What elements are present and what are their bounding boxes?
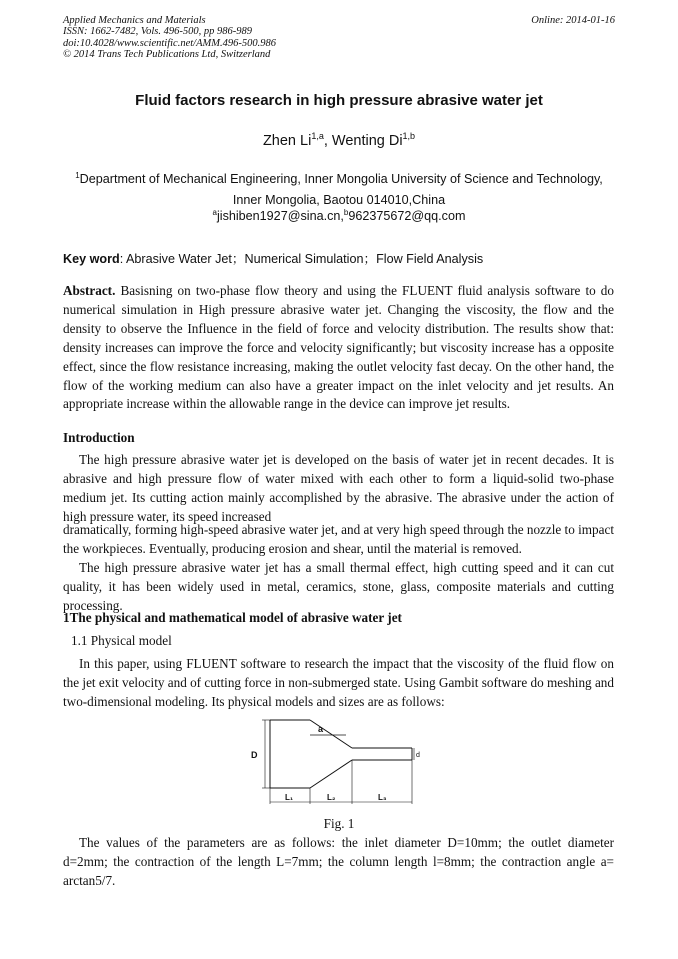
label-a: a	[318, 724, 324, 734]
affiliation-line-1: $^1$Department of Mechanical Engineering, Inner Mongolia University of Science and Technology,	[75, 171, 603, 187]
paper-title: Fluid factors research in high pressure abrasive water jet	[135, 92, 543, 109]
keywords	[63, 248, 483, 267]
header-doi: doi:10.4028/www.scientific.net/AMM.496-500.986	[63, 37, 276, 49]
contraction-top-edge	[310, 720, 352, 748]
abstract	[63, 282, 614, 414]
introduction-paragraph-1: The high pressure abrasive water jet is developed on the basis of water jet in recent decades. It is abrasive and high pressure flow of water mixed with each other to form a liquid-solid two-phase medium jet. Its cutting action mainly accomplished by the abrasive. The abrasive under the action of high pressure water, its speed increased	[63, 452, 614, 524]
email-a: jishiben1927@sina.cn,	[216, 209, 344, 224]
keywords-label: Key word	[63, 252, 120, 266]
email-a-sup: a	[212, 208, 217, 217]
contraction-bottom-edge	[310, 760, 352, 788]
author-2: Wenting Di	[331, 132, 403, 149]
header-online-date: Online: 2014-01-16	[531, 15, 615, 26]
figure-caption: Fig. 1	[323, 816, 355, 831]
author-separator: ,	[323, 132, 332, 149]
introduction-paragraph-2: The high pressure abrasive water jet has a small thermal effect, high cutting speed and it can cut quality, it has been widely used in metal, ceramics, stone, glass, composite materials and cutting processing.	[63, 560, 614, 613]
email-b-sup: b	[343, 208, 349, 217]
label-L1: L₁	[285, 793, 294, 802]
label-L2: L₂	[327, 793, 336, 802]
nozzle-diagram	[248, 718, 428, 810]
authors	[0, 131, 678, 149]
parameters-paragraph: The values of the parameters are as follows: the inlet diameter D=10mm; the outlet diameter d=2mm; the contraction of the length L=7mm; the column length l=8mm; the contraction angle a= arctan5/7.	[63, 835, 614, 888]
affiliation	[63, 165, 615, 211]
label-D: D	[251, 750, 258, 760]
label-d: d	[416, 752, 420, 759]
keywords-text: : Abrasive Water Jet；Numerical Simulation；Flow Field Analysis	[119, 252, 484, 266]
header-citation	[63, 15, 276, 61]
affiliation-sup: 1	[75, 171, 80, 180]
introduction-heading: Introduction	[63, 430, 135, 445]
author-1: Zhen Li	[262, 132, 312, 149]
header-issn: ISSN: 1662-7482, Vols. 496-500, pp 986-989	[63, 26, 252, 38]
header-journal: Applied Mechanics and Materials	[63, 15, 206, 26]
introduction-paragraph-1-continued: dramatically, forming high-speed abrasive water jet, and at very high speed through the nozzle to impact the workpieces. Eventually, producing erosion and shear, until the material is removed.	[63, 522, 614, 556]
label-L3: L₃	[378, 793, 387, 802]
affiliation-line-2: Inner Mongolia, Baotou 014010,China	[232, 193, 446, 208]
author-1-affil: 1,a	[311, 131, 324, 141]
header-copyright: © 2014 Trans Tech Publications Ltd, Switzerland	[63, 49, 271, 61]
author-2-affil: 1,b	[402, 131, 416, 141]
section-1-1-heading: 1.1 Physical model	[71, 633, 172, 648]
author-emails	[0, 208, 678, 223]
abstract-label: Abstract.	[63, 283, 116, 298]
section-1-heading: 1The physical and mathematical model of abrasive water jet	[63, 610, 402, 625]
email-b: 962375672@qq.com	[348, 209, 466, 224]
section-1-1-paragraph: In this paper, using FLUENT software to research the impact that the viscosity of the fluid flow on the jet exit velocity and of cutting force in non-submerged state. Using Gambit software do meshing and two-dimensional modeling. Its physical models and sizes are as follows:	[63, 656, 614, 709]
abstract-text: Basisning on two-phase flow theory and using the FLUENT fluid analysis software to do numerical simulation in High pressure abrasive water jet. Changing the viscosity, the flow and the density to observe the Influence in the field of force and velocity distribution. The results show that: density increases can improve the force and velocity significantly; but viscosity increase has a opposite effect, since the flow resistance increasing, making the outlet velocity fast decay. On the other hand, the flow of the working medium can also have a greater impact on the inlet velocity and jet results. An appropriate increase within the allowable range in the device can improve jet results.	[63, 283, 614, 412]
